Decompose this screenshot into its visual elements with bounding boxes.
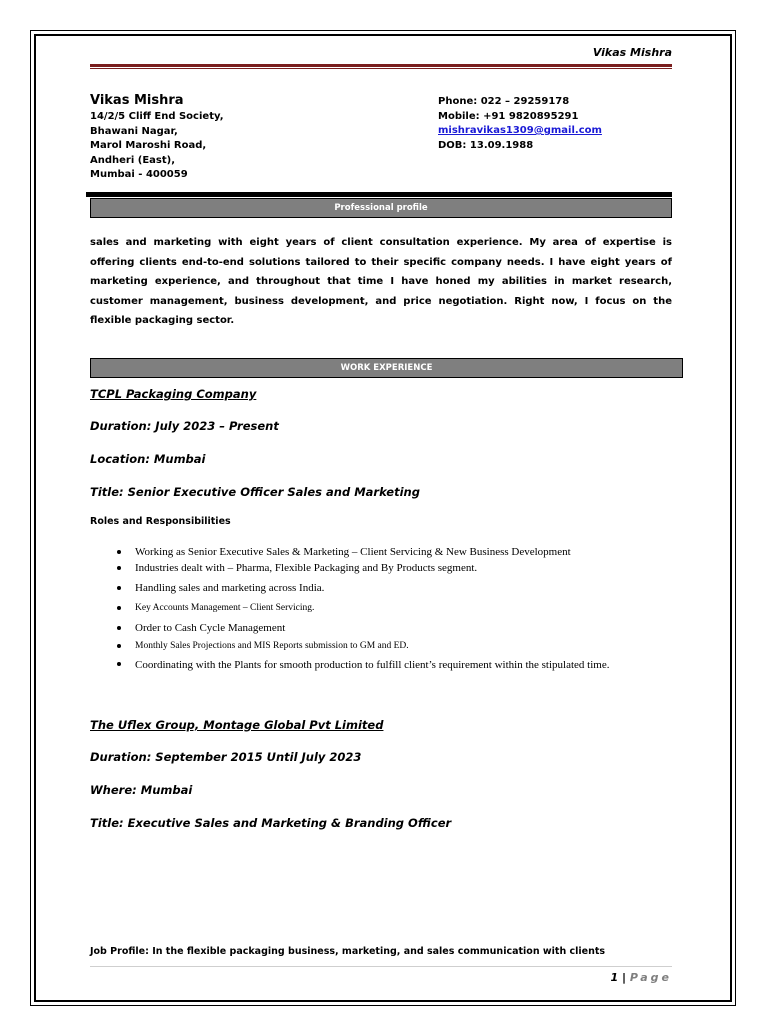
- page-label: Page: [629, 971, 672, 984]
- professional-profile-heading: Professional profile: [90, 198, 672, 218]
- address-line: Mumbai - 400059: [90, 169, 188, 180]
- list-item: Working as Senior Executive Sales & Marketing – Client Servicing & New Business Development: [90, 544, 672, 560]
- address-line: 14/2/5 Cliff End Society,: [90, 111, 224, 122]
- roles-heading: Roles and Responsibilities: [90, 516, 231, 527]
- list-item: Monthly Sales Projections and MIS Reports submission to GM and ED.: [90, 638, 672, 654]
- job-location: Where: Mumbai: [90, 783, 193, 797]
- running-header-name: Vikas Mishra: [592, 46, 672, 59]
- address-line: Bhawani Nagar,: [90, 125, 178, 137]
- job-title: Title: Senior Executive Officer Sales and Marketing: [90, 485, 420, 499]
- candidate-name: Vikas Mishra: [90, 93, 184, 108]
- footer-rule: [90, 966, 672, 967]
- job-location: Location: Mumbai: [90, 452, 206, 466]
- list-item: Order to Cash Cycle Management: [90, 620, 672, 636]
- job-duration: Duration: July 2023 – Present: [90, 419, 279, 433]
- dob: DOB: 13.09.1988: [438, 139, 534, 151]
- work-experience-heading: WORK EXPERIENCE: [90, 358, 683, 378]
- company-name: The Uflex Group, Montage Global Pvt Limited: [90, 718, 384, 732]
- header-rule: [90, 64, 672, 67]
- address-block: [90, 110, 224, 183]
- page-number: 1: [610, 971, 619, 984]
- job-title: Title: Executive Sales and Marketing & Branding Officer: [90, 816, 452, 830]
- phone: Phone: 022 – 29259178: [438, 96, 570, 107]
- list-item: Handling sales and marketing across India.: [90, 580, 672, 596]
- list-item: Coordinating with the Plants for smooth production to fulfill client’s requirement within the stipulated time.: [90, 656, 672, 674]
- address-line: Marol Maroshi Road,: [90, 140, 207, 151]
- page-footer: [611, 971, 673, 984]
- list-item: Industries dealt with – Pharma, Flexible Packaging and By Products segment.: [90, 560, 672, 576]
- job-duration: Duration: September 2015 Until July 2023: [90, 750, 362, 764]
- company-name: TCPL Packaging Company: [90, 387, 257, 401]
- section-divider: [86, 192, 672, 197]
- job-profile: Job Profile: In the flexible packaging business, marketing, and sales communication with clients: [90, 946, 606, 957]
- profile-paragraph: sales and marketing with eight years of client consultation experience. My area of expertise is offering clients end-to-end solutions tailored to their specific company needs. I have eight years of marketing experience, and throughout that time I have honed my abilities in market research, customer management, business development, and price negotiation. Right now, I focus on the flexible packaging sector.: [90, 237, 672, 326]
- address-line: Andheri (East),: [90, 154, 176, 166]
- header-rule-thin: [90, 68, 672, 69]
- footer-separator: |: [622, 971, 627, 984]
- roles-list: [90, 544, 672, 674]
- email-link[interactable]: mishravikas1309@gmail.com: [438, 125, 602, 136]
- contact-block: [438, 95, 602, 153]
- list-item: Key Accounts Management – Client Servicing.: [90, 600, 672, 616]
- mobile: Mobile: +91 9820895291: [438, 110, 579, 122]
